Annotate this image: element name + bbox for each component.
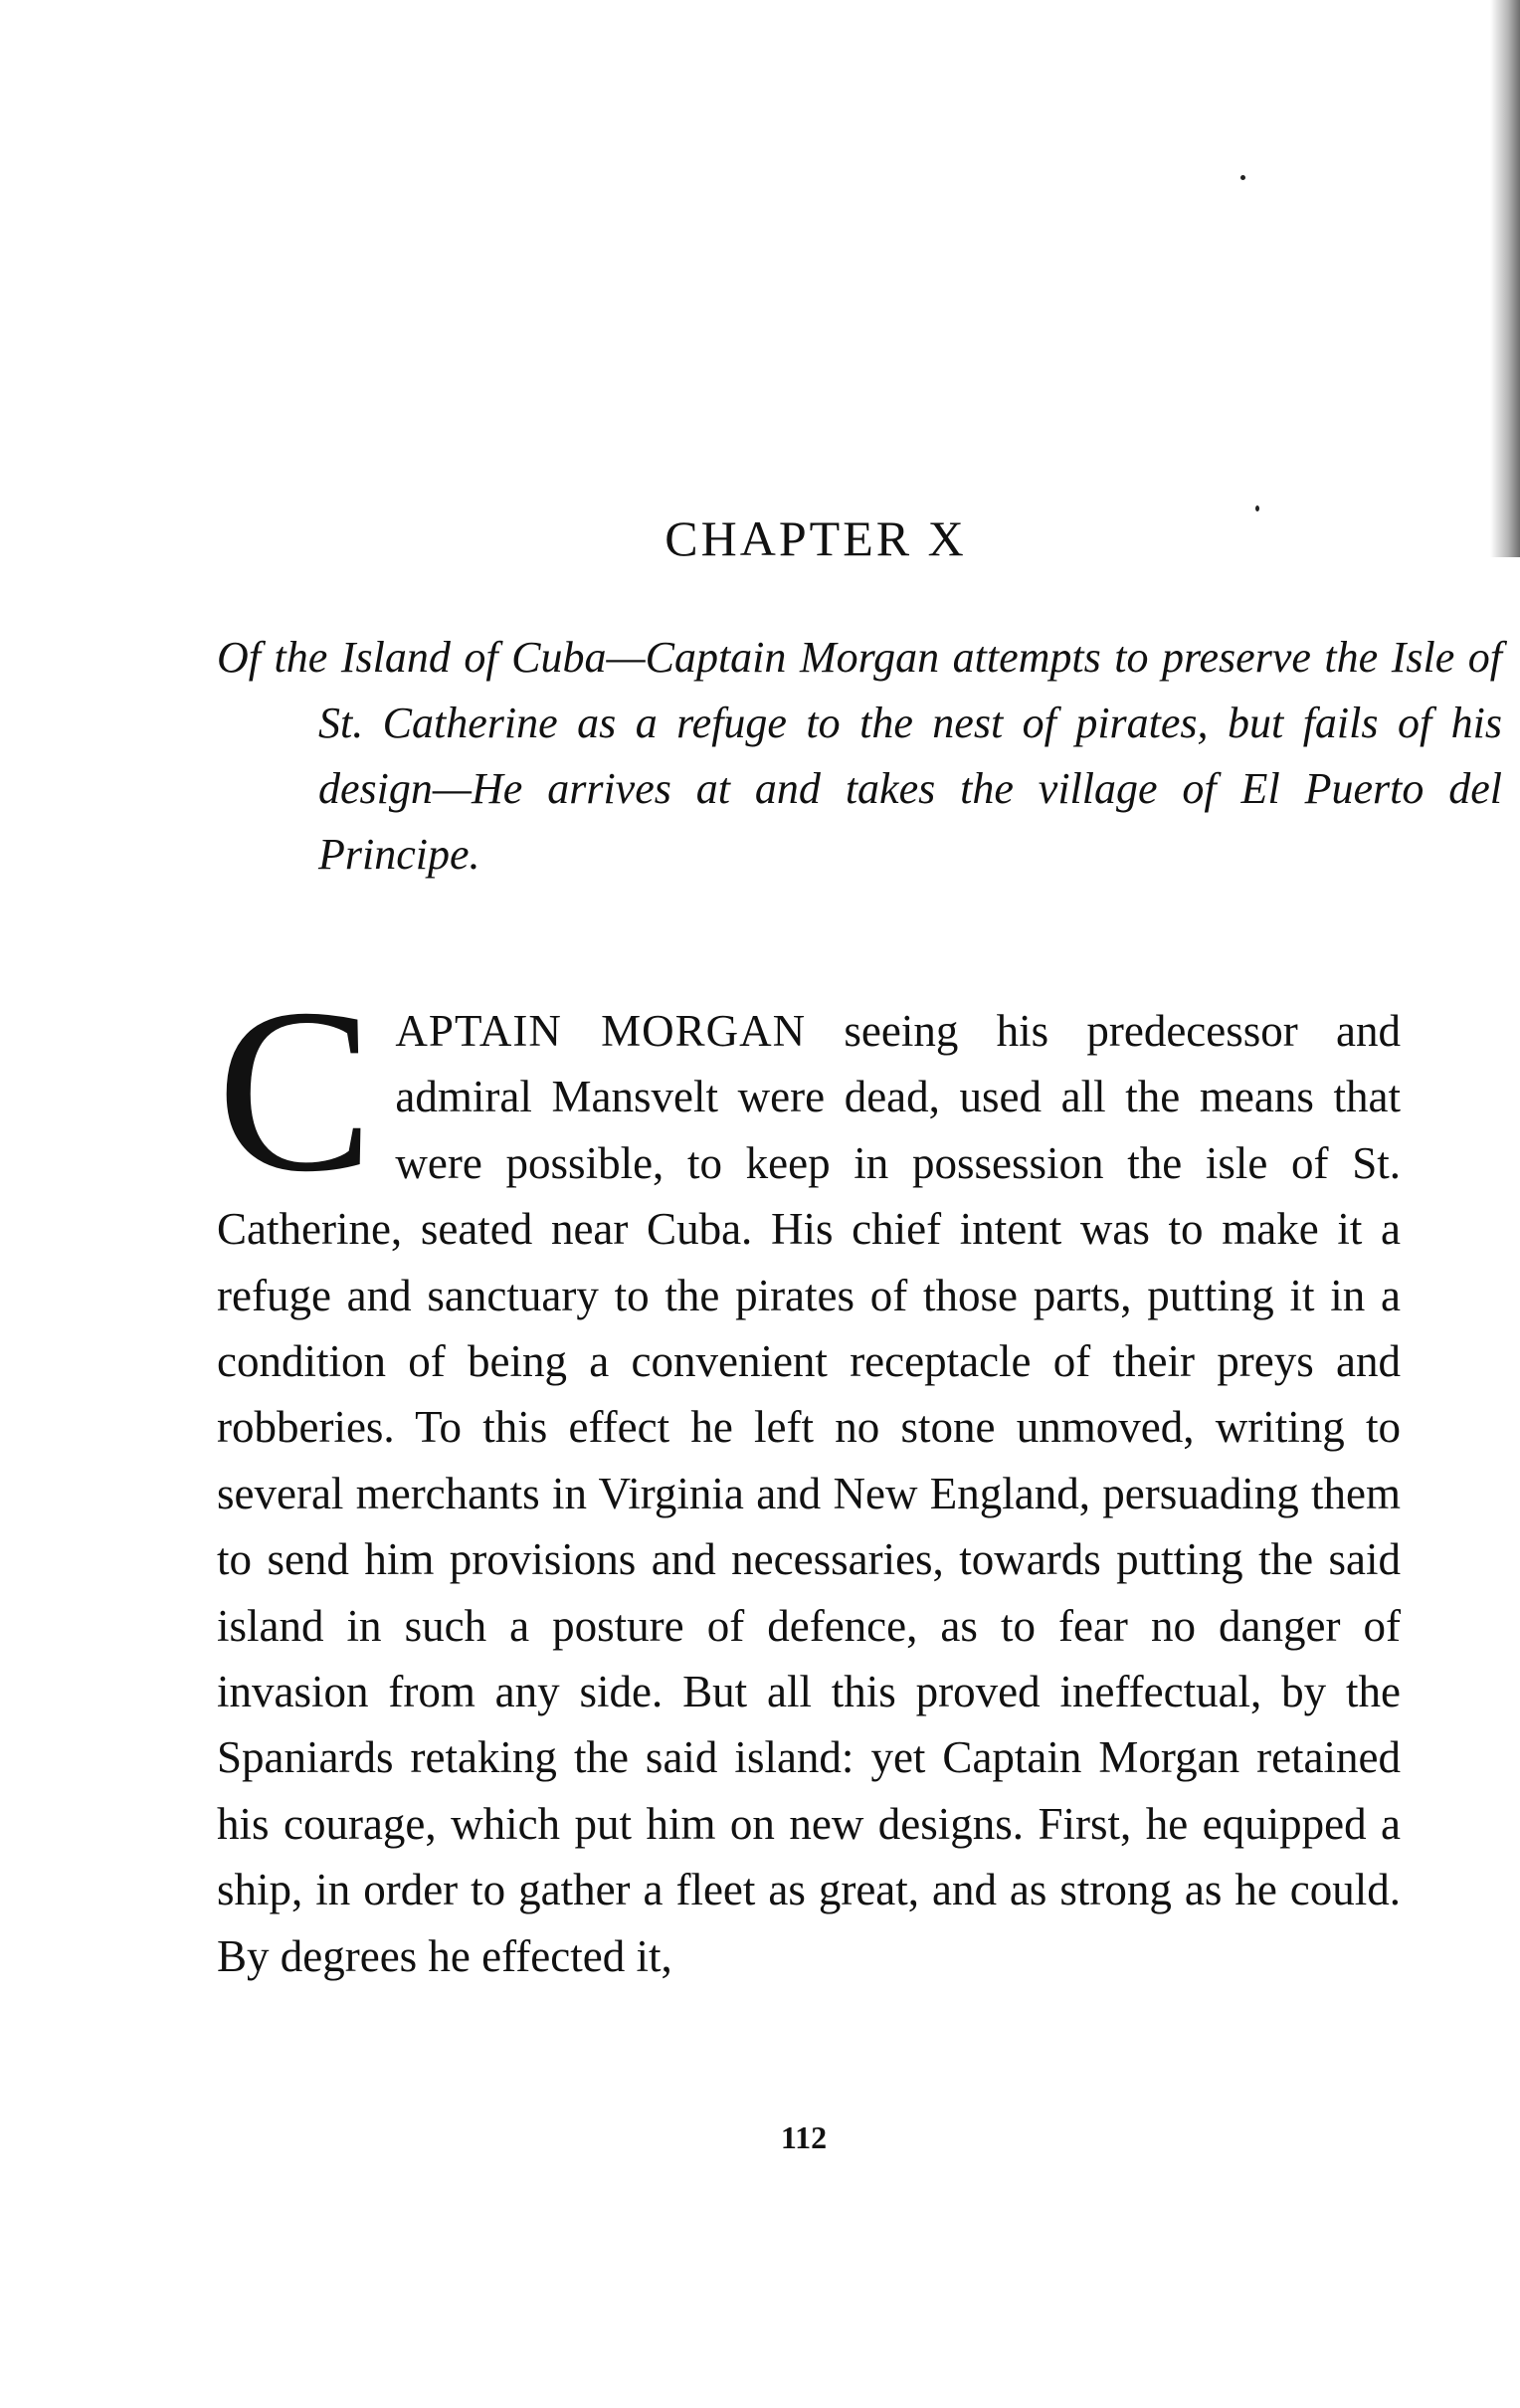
chapter-title: CHAPTER X: [665, 510, 967, 566]
ink-speck: [1240, 175, 1245, 180]
chapter-summary: Of the Island of Cuba—Captain Morgan attempts to preserve the Isle of St. Catherine as a refuge to the nest of pirates, but fails of his design—He arrives at and takes the village of El Puerto del Principe.: [217, 633, 1502, 879]
page-number: 112: [780, 2119, 828, 2155]
drop-cap: C: [217, 961, 374, 1221]
page-edge-shadow: [1490, 0, 1520, 557]
body-paragraph: [217, 961, 1401, 1989]
paragraph-text: seeing his predecessor and admiral Mansvelt were dead, used all the means that were possible, to keep in possession the isle of St. Catherine, seated near Cuba. His chief intent was to make it a refuge and sanctuary to the pirates of those parts, putting it in a condition of being a convenient receptacle of their preys and robberies. To this effect he left no stone unmoved, writing to several merchants in Virginia and New England, persuading them to send him provisions and necessaries, towards putting the said island in such a posture of defence, as to fear no danger of invasion from any side. But all this proved ineffectual, by the Spaniards retaking the said island: yet Captain Morgan retained his courage, which put him on new designs. First, he equipped a ship, in order to gather a fleet as great, and as strong as he could. By degrees he effected it,: [217, 1006, 1401, 1981]
lead-caps: APTAIN MORGAN: [395, 1006, 807, 1056]
